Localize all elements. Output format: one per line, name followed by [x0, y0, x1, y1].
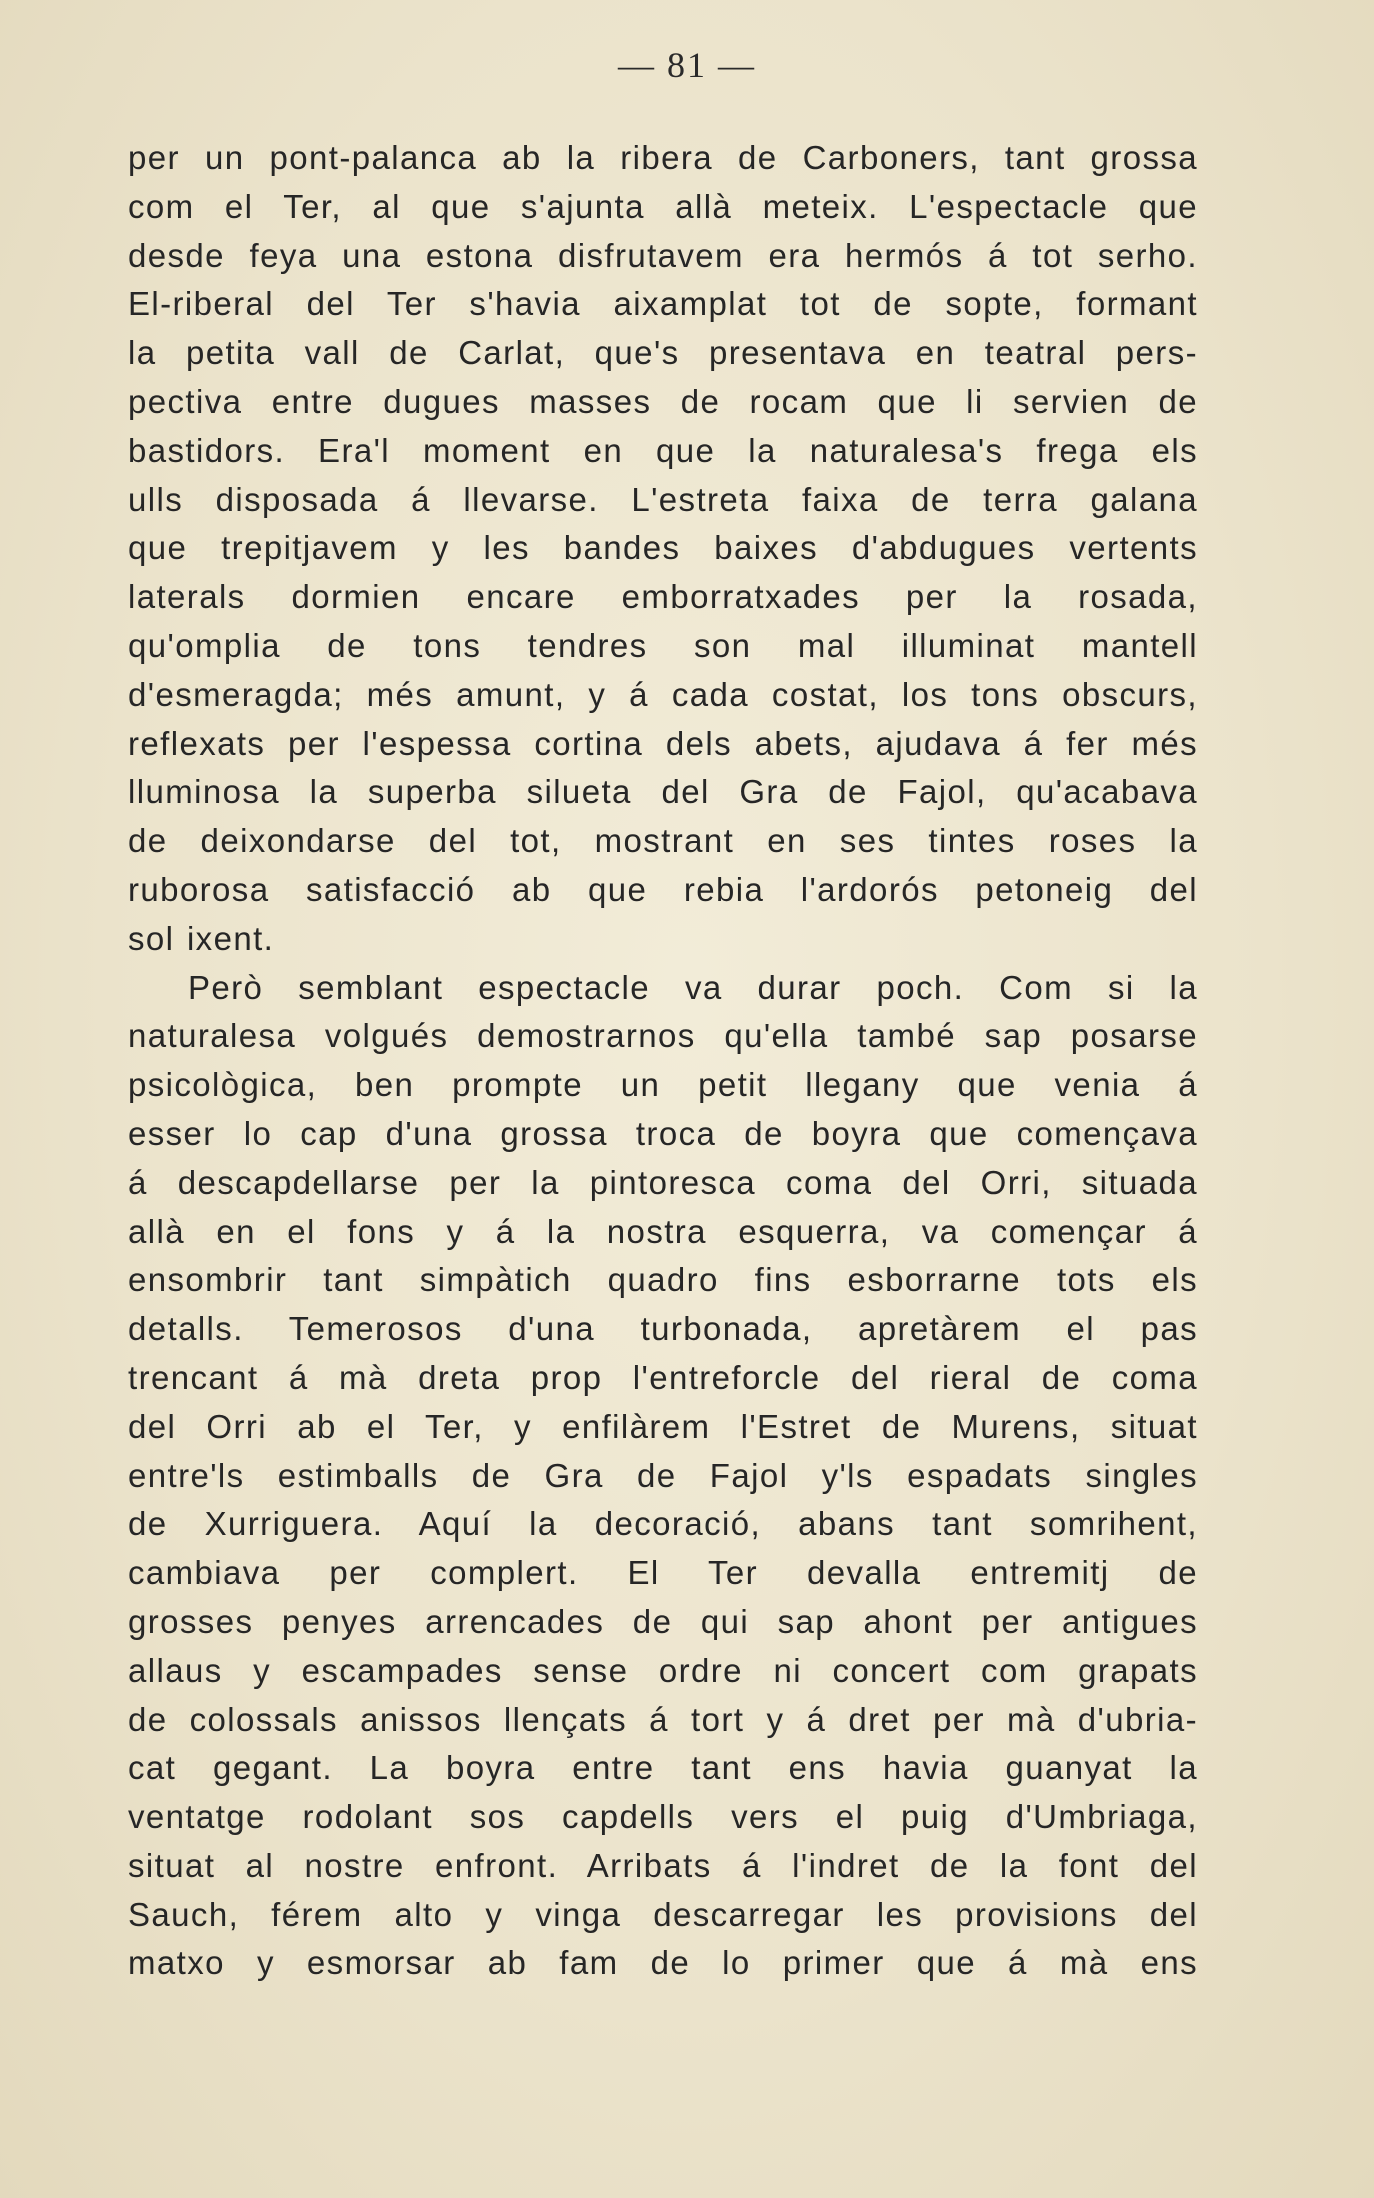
text-line: naturalesa volgués demostrarnos qu'ella també sap posarse: [128, 1017, 1198, 1055]
text-line: entre'ls estimballs de Gra de Fajol y'ls espadats singles: [128, 1456, 1198, 1494]
text-line: reflexats per l'espessa cortina dels abets, ajudava á fer més: [128, 724, 1198, 762]
text-line: ruborosa satisfacció ab que rebia l'ardorós petoneig del: [128, 870, 1198, 908]
text-line: que trepitjavem y les bandes baixes d'abdugues vertents: [128, 529, 1198, 567]
text-line: com el Ter, al que s'ajunta allà meteix. L'espectacle que: [128, 187, 1198, 225]
text-line: Sauch, férem alto y vinga descarregar les provisions del: [128, 1895, 1198, 1933]
text-line: lluminosa la superba silueta del Gra de Fajol, qu'acabava: [128, 773, 1198, 811]
text-line: situat al nostre enfront. Arribats á l'indret de la font del: [128, 1846, 1198, 1884]
page-number: — 81 —: [618, 45, 756, 85]
text-line: per un pont-palanca ab la ribera de Carboners, tant grossa: [128, 139, 1198, 176]
text-line: d'esmeragda; més amunt, y á cada costat, los tons obscurs,: [128, 675, 1198, 713]
text-line: cambiava per complert. El Ter devalla entremitj de: [128, 1554, 1198, 1592]
text-line: de Xurriguera. Aquí la decoració, abans tant somrihent,: [128, 1505, 1198, 1543]
text-line: de colossals anissos llençats á tort y á dret per mà d'ubria-: [128, 1700, 1198, 1738]
text-line: desde feya una estona disfrutavem era hermós á tot serho.: [128, 236, 1198, 274]
text-line: ulls disposada á llevarse. L'estreta faixa de terra galana: [128, 480, 1198, 518]
text-line: del Orri ab el Ter, y enfilàrem l'Estret de Murens, situat: [128, 1407, 1198, 1445]
text-line: allà en el fons y á la nostra esquerra, va començar á: [128, 1212, 1198, 1250]
text-line: esser lo cap d'una grossa troca de boyra que començava: [128, 1114, 1198, 1152]
text-line: laterals dormien encare emborratxades per la rosada,: [128, 578, 1198, 616]
text-line: ensombrir tant simpàtich quadro fins esborrarne tots els: [128, 1261, 1198, 1299]
text-line: de deixondarse del tot, mostrant en ses tintes roses la: [128, 822, 1198, 860]
text-line: allaus y escampades sense ordre ni concert com grapats: [128, 1651, 1198, 1689]
text-line: sol ixent.: [128, 919, 275, 957]
text-line: El-riberal del Ter s'havia aixamplat tot de sopte, formant: [128, 285, 1198, 323]
text-line: Però semblant espectacle va durar poch. Com si la: [188, 968, 1198, 1006]
body-text: [128, 134, 1198, 1988]
text-line: á descapdellarse per la pintoresca coma del Orri, situada: [128, 1163, 1198, 1201]
text-line: bastidors. Era'l moment en que la naturalesa's frega els: [128, 431, 1198, 469]
text-line: cat gegant. La boyra entre tant ens havia guanyat la: [128, 1749, 1198, 1787]
text-line: grosses penyes arrencades de qui sap ahont per antigues: [128, 1602, 1198, 1640]
text-line: qu'omplia de tons tendres son mal illuminat mantell: [128, 626, 1198, 664]
text-line: detalls. Temerosos d'una turbonada, apretàrem el pas: [128, 1310, 1198, 1348]
text-line: ventatge rodolant sos capdells vers el puig d'Umbriaga,: [128, 1798, 1198, 1836]
text-line: trencant á mà dreta prop l'entreforcle del rieral de coma: [128, 1358, 1198, 1396]
text-line: pectiva entre dugues masses de rocam que li servien de: [128, 382, 1198, 420]
text-line: la petita vall de Carlat, que's presentava en teatral pers-: [128, 334, 1198, 372]
text-line: psicològica, ben prompte un petit llegany que venia á: [128, 1066, 1198, 1104]
text-line: matxo y esmorsar ab fam de lo primer que á mà ens: [128, 1944, 1198, 1982]
